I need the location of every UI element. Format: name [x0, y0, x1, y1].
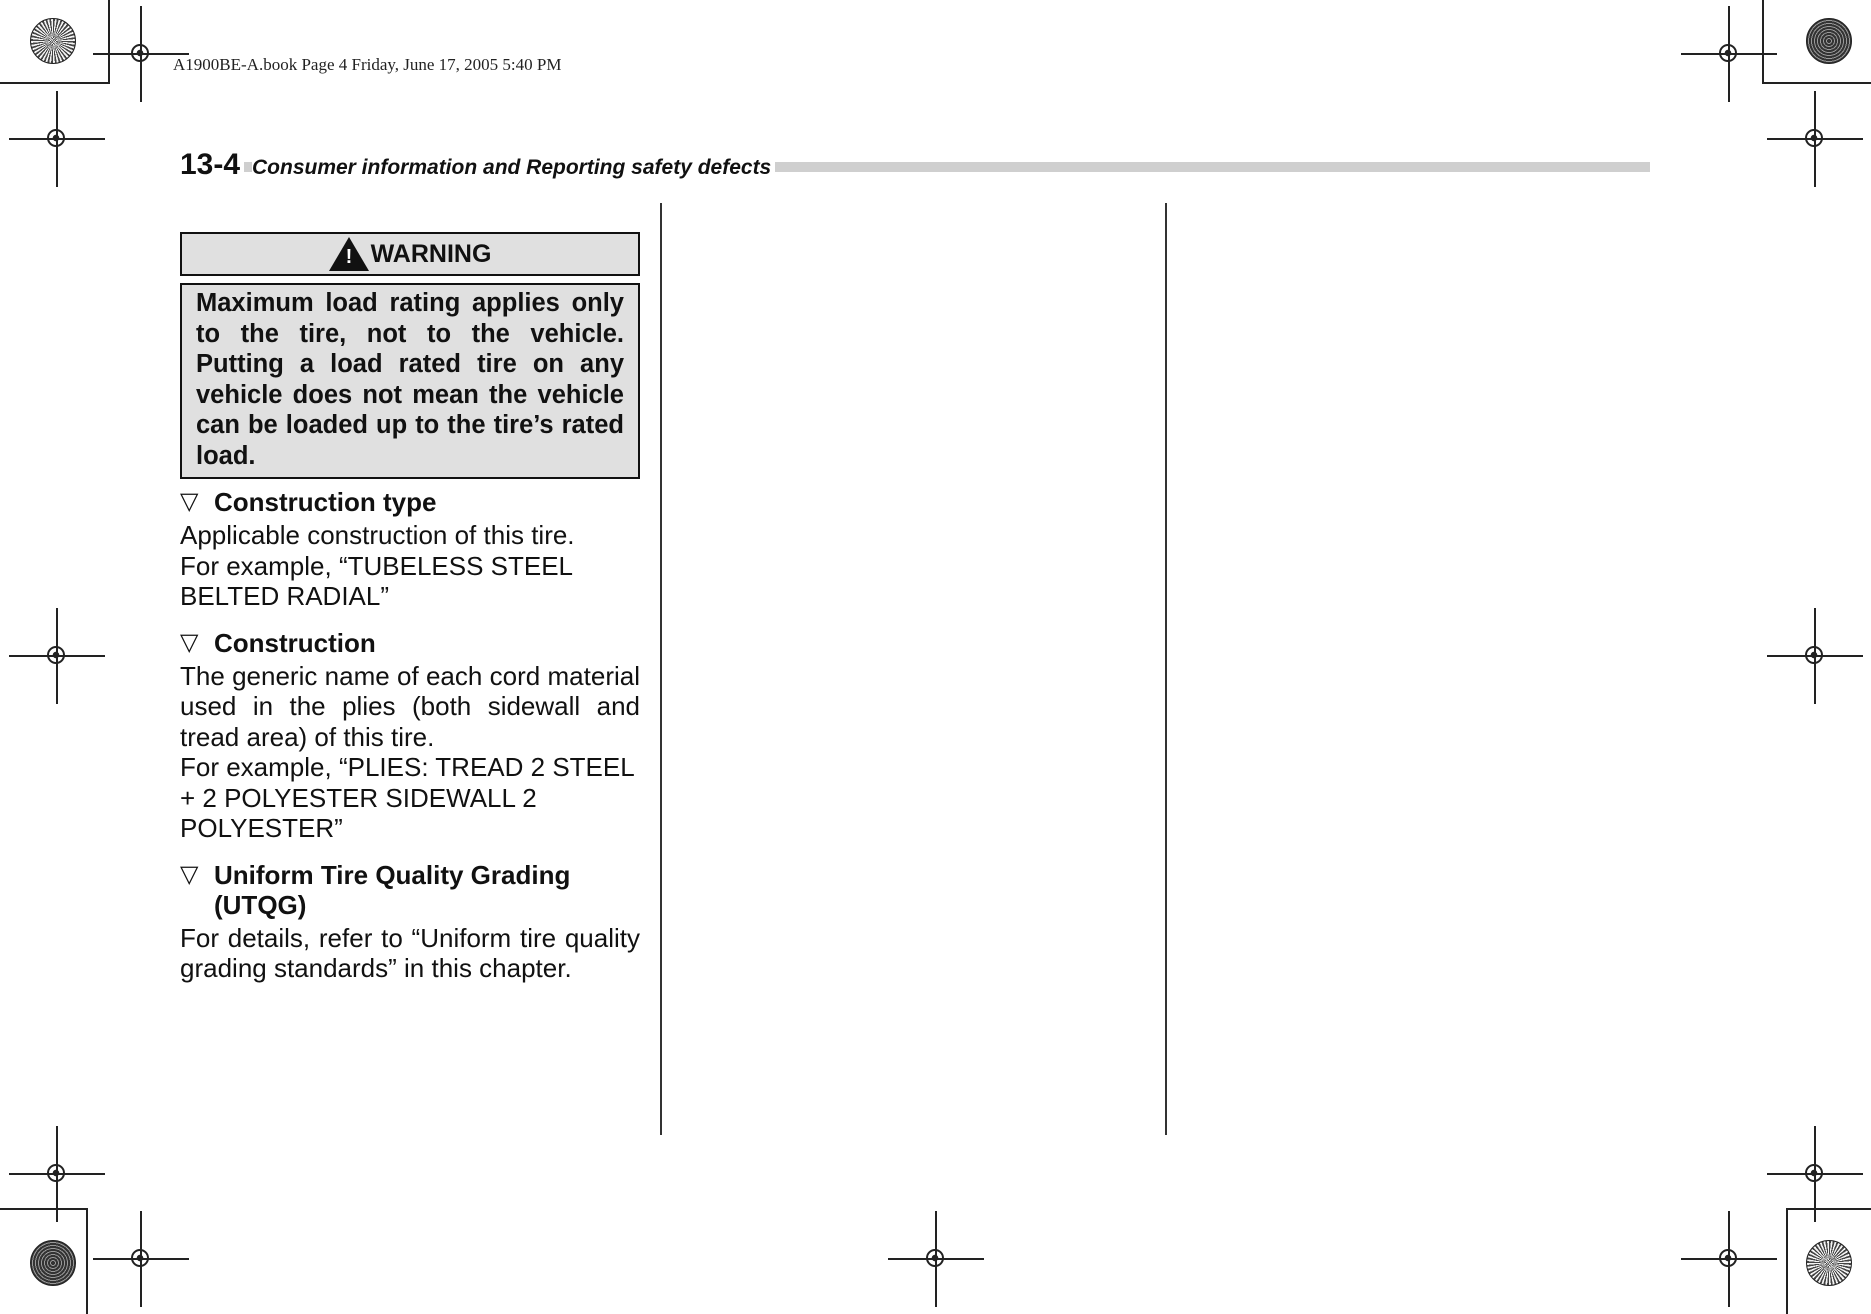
paragraph: For details, refer to “Uniform tire quality grading standards” in this chapter. [180, 922, 640, 983]
crop-line [108, 0, 110, 84]
section-heading [180, 487, 640, 517]
section-heading [180, 860, 640, 920]
registration-mark [1707, 32, 1751, 76]
registration-sunburst-top-left [30, 18, 76, 64]
print-slug: A1900BE-A.book Page 4 Friday, June 17, 2005 5:40 PM [173, 55, 562, 74]
section-marker-icon: ▽ [180, 488, 199, 515]
section-heading-text: Construction type [214, 487, 437, 517]
section-marker-icon: ▽ [180, 628, 199, 656]
column-divider [1165, 203, 1167, 1135]
registration-sunburst-bottom-left [30, 1240, 76, 1286]
crop-line [0, 82, 110, 84]
page-header [180, 148, 1650, 182]
crop-line [1762, 0, 1764, 84]
registration-mark [914, 1237, 958, 1281]
registration-mark [35, 117, 79, 161]
registration-mark [119, 1237, 163, 1281]
registration-sunburst-bottom-right [1806, 1240, 1852, 1286]
warning-triangle-icon: ! [329, 237, 369, 271]
warning-text: Maximum load rating applies only to the tire, not to the vehicle. Putting a load rated tire on any vehicle does not mean the vehicle can be loaded up to the tire’s rated load. [180, 283, 640, 479]
warning-label: WARNING [370, 239, 492, 268]
registration-mark [1793, 634, 1837, 678]
crop-line [1786, 1208, 1871, 1210]
page-number: 13-4 [180, 148, 244, 182]
section-utqg [180, 860, 640, 984]
paragraph: For example, “PLIES: TREAD 2 STEEL + 2 POLYESTER SIDEWALL 2 POLYESTER” [180, 752, 634, 843]
registration-mark [1793, 1152, 1837, 1196]
content-column [180, 232, 640, 984]
registration-sunburst-top-right [1806, 18, 1852, 64]
crop-line [1786, 1208, 1788, 1314]
paragraph: Applicable construction of this tire. [180, 520, 575, 550]
section-heading [180, 628, 640, 658]
crop-line [1762, 82, 1871, 84]
section-title: Consumer information and Reporting safety defects [252, 156, 775, 180]
section-construction-type [180, 487, 640, 612]
crop-line [0, 1208, 86, 1210]
warning-header [180, 232, 640, 276]
section-marker-icon: ▽ [180, 860, 199, 888]
registration-mark [1707, 1237, 1751, 1281]
registration-mark [119, 32, 163, 76]
crop-line [86, 1208, 88, 1314]
section-construction [180, 628, 640, 844]
paragraph: The generic name of each cord material used in the plies (both sidewall and tread area) of this tire. [180, 660, 640, 752]
paragraph: For example, “TUBELESS STEEL BELTED RADIAL” [180, 550, 573, 611]
registration-mark [1793, 117, 1837, 161]
registration-mark [35, 1152, 79, 1196]
section-heading-text: Construction [214, 627, 376, 658]
section-heading-text: Uniform Tire Quality Grading (UTQG) [214, 859, 571, 920]
column-divider [660, 203, 662, 1135]
registration-mark [35, 634, 79, 678]
